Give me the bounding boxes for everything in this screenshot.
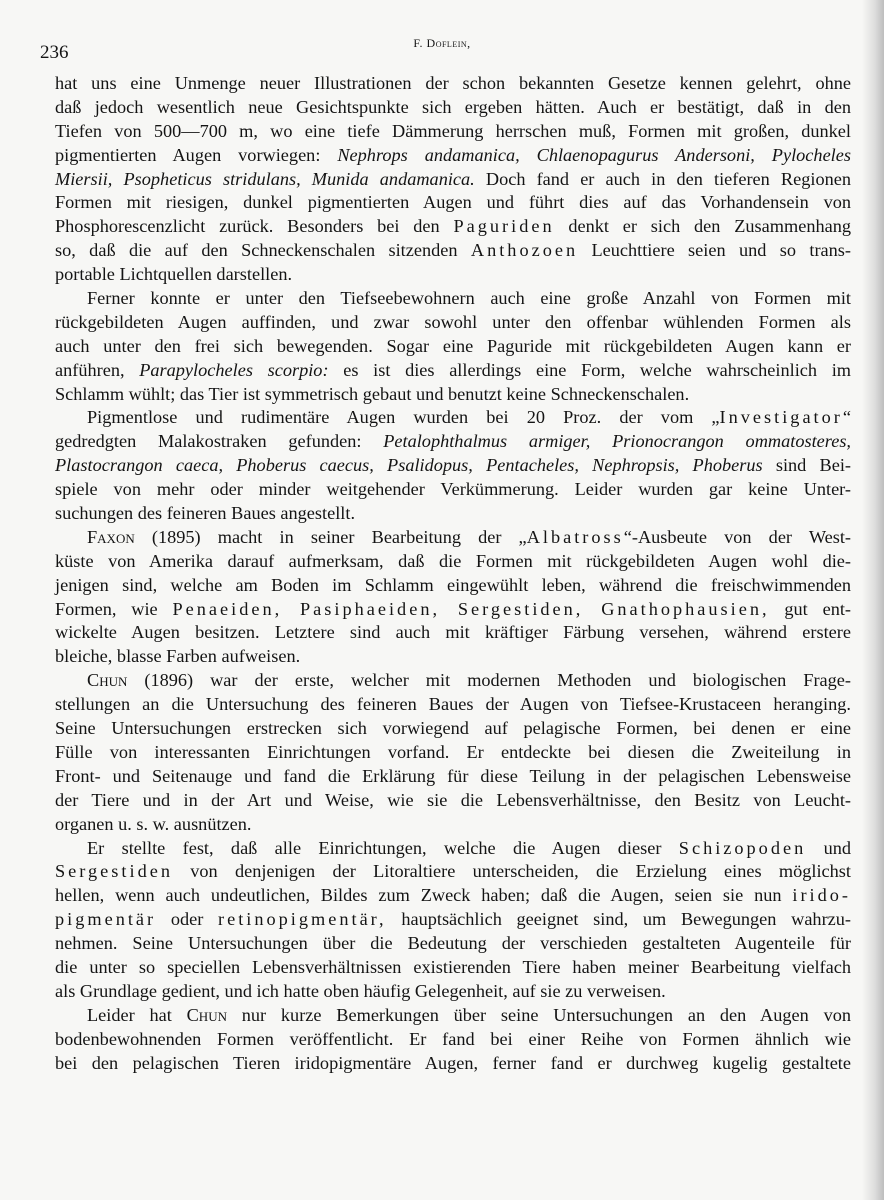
running-head-text: F. Doflein, (413, 36, 471, 50)
text-line (55, 454, 851, 478)
text-span: auch unter den frei sich bewegenden. Sogar eine Paguride mit rückgebildeten Augen kann er (55, 335, 851, 356)
text-span: hauptsächlich geeignet sind, um Bewegungen wahrzu- (386, 909, 851, 930)
text-line (55, 311, 851, 335)
text-span: (1895) macht in seiner Bearbeitung der „ (134, 526, 527, 547)
text-span: und (806, 837, 851, 858)
text-span: organen u. s. w. ausnützen. (55, 813, 252, 834)
text-span: Er stellte fest, daß alle Einrichtungen, welche die Augen dieser (87, 837, 679, 858)
text-span: oder (156, 909, 219, 930)
text-line (55, 335, 851, 359)
text-span: (1896) war der erste, welcher mit modernen Methoden und biologischen Frage- (127, 670, 851, 691)
paragraph (55, 837, 851, 1004)
text-line (55, 645, 851, 669)
italic-text: Petalophthalmus armiger, Prionocrangon ommatosteres, (383, 431, 851, 452)
text-line (55, 884, 851, 908)
text-span: küste von Amerika darauf aufmerksam, daß die Formen mit rückgebildeten Augen wohl die- (55, 550, 851, 571)
text-span: Formen, wie (55, 598, 173, 619)
text-line (55, 191, 851, 215)
spaced-text: Schizopoden (678, 837, 807, 858)
text-span: Tiefen von 500—700 m, wo eine tiefe Dämmerung herrschen muß, Formen mit großen, dunkel (55, 120, 851, 141)
spaced-text: retinopigmentär, (218, 909, 387, 930)
text-line (55, 359, 851, 383)
spaced-text: Investigator (719, 407, 843, 428)
text-span: bleiche, blasse Farben aufweisen. (55, 646, 301, 667)
italic-text: Parapylocheles scorpio: (139, 359, 329, 380)
text-span: wickelte Augen besitzen. Letztere sind auch mit kräftiger Färbung versehen, während erstere (55, 622, 851, 643)
text-line (55, 598, 851, 622)
author-name: Faxon (87, 526, 135, 547)
spaced-text: Sergestiden (55, 861, 173, 882)
text-line (55, 717, 851, 741)
text-span: stellungen an die Untersuchung des feineren Baues der Augen von Tiefsee-Krustaceen heranging. (55, 694, 851, 715)
paragraph (55, 526, 851, 669)
scan-page-edge (862, 0, 884, 1200)
text-line (55, 478, 851, 502)
body-text (55, 72, 851, 1075)
text-span: Leuchttiere seien und so trans- (578, 240, 851, 261)
text-line (55, 956, 851, 980)
text-span: nur kurze Bemerkungen über seine Untersuchungen an den Augen von (226, 1004, 851, 1025)
text-span: Ferner konnte er unter den Tiefseebewohnern auch eine große Anzahl von Formen mit (87, 288, 851, 309)
text-span: der Tiere und in der Art und Weise, wie sie die Lebensverhältnisse, den Besitz von Leucht- (55, 789, 851, 810)
spaced-text: pigmentär (55, 909, 157, 930)
text-span: nehmen. Seine Untersuchungen über die Bedeutung der verschieden gestalteten Augenteile für (55, 933, 851, 954)
text-line (55, 574, 851, 598)
text-line (55, 215, 851, 239)
text-span: daß jedoch wesentlich neue Gesichtspunkte sich ergeben hätten. Auch er bestätigt, daß in den (55, 96, 851, 117)
text-span: bei den pelagischen Tieren iridopigmentäre Augen, ferner fand er durchweg kugelig gestaltete (55, 1052, 851, 1073)
text-line (55, 837, 851, 861)
text-span: anführen, (55, 359, 140, 380)
text-line (55, 120, 851, 144)
text-span: pigmentierten Augen vorwiegen: (55, 144, 338, 165)
text-span: hat uns eine Unmenge neuer Illustrationen der schon bekannten Gesetze kennen gelehrt, ohne (55, 73, 851, 93)
paragraph (55, 287, 851, 406)
text-span: “-Ausbeute von der West- (623, 526, 852, 547)
text-span: hellen, wenn auch undeutlichen, Bildes zum Zweck haben; daß die Augen, seien sie nun (55, 885, 793, 906)
text-line (55, 789, 851, 813)
text-line (55, 287, 851, 311)
text-span: spiele von mehr oder minder weitgehender Verkümmerung. Leider wurden gar keine Unter- (55, 479, 851, 500)
text-span: gedredgten Malakostraken gefunden: (55, 431, 384, 452)
running-head (0, 36, 884, 51)
text-line (55, 1028, 851, 1052)
text-line (55, 860, 851, 884)
italic-text: Nephrops andamanica, Chlaenopagurus Andersoni, Pylocheles (337, 144, 851, 165)
text-line (55, 72, 851, 96)
paragraph (55, 406, 851, 525)
spaced-text: Albatross (526, 526, 624, 547)
author-name: Chun (186, 1004, 227, 1025)
paragraph (55, 1004, 851, 1076)
text-span: rückgebildeten Augen auffinden, und zwar sowohl unter den offenbar wühlenden Formen als (55, 311, 851, 332)
text-span: sind Bei- (762, 455, 851, 476)
text-span: gut ent- (769, 598, 851, 619)
text-line (55, 239, 851, 263)
text-span: Seine Untersuchungen erstrecken sich vorwiegend auf pelagische Formen, bei denen er eine (55, 718, 851, 739)
text-line (55, 765, 851, 789)
text-span: Fülle von interessanten Einrichtungen vorfand. Er entdeckte bei diesen die Zweiteilung in (55, 741, 851, 762)
text-line (55, 430, 851, 454)
paragraph (55, 72, 851, 287)
spaced-text: Penaeiden, Pasiphaeiden, Sergestiden, Gnathophausien, (172, 598, 770, 619)
text-span: suchungen des feineren Baues angestellt. (55, 503, 356, 524)
text-span: “ (842, 407, 851, 428)
text-line (55, 526, 851, 550)
text-span: Doch fand er auch in den tieferen Regionen (474, 168, 851, 189)
text-span: Formen mit riesigen, dunkel pigmentierten Augen und führt dies auf das Vorhandensein von (55, 192, 851, 213)
text-span: als Grundlage gedient, und ich hatte oben häufig Gelegenheit, auf sie zu verweisen. (55, 980, 666, 1001)
text-span: jenigen sind, welche am Boden im Schlamm eingewühlt leben, während die freischwimmenden (55, 574, 851, 595)
text-span: portable Lichtquellen darstellen. (55, 264, 293, 285)
text-line (55, 980, 851, 1004)
text-line (55, 621, 851, 645)
spaced-text: Anthozoen (470, 240, 579, 261)
spaced-text: Paguriden (453, 216, 555, 237)
text-line (55, 550, 851, 574)
text-span: so, daß die auf den Schneckenschalen sitzenden (55, 240, 471, 261)
spaced-text: irido- (792, 885, 851, 906)
text-line (55, 741, 851, 765)
text-line (55, 693, 851, 717)
text-line (55, 932, 851, 956)
text-line (55, 1004, 851, 1028)
text-span: von denjenigen der Litoraltiere unterscheiden, die Erzielung eines möglichst (172, 861, 851, 882)
text-line (55, 502, 851, 526)
text-line (55, 908, 851, 932)
text-line (55, 263, 851, 287)
text-line (55, 144, 851, 168)
italic-text: Miersii, Psopheticus stridulans, Munida andamanica. (55, 168, 475, 189)
text-line (55, 669, 851, 693)
text-span: die unter so speciellen Lebensverhältnissen existierenden Tiere haben meiner Bearbeitung vielfach (55, 956, 851, 977)
text-span: Schlamm wühlt; das Tier ist symmetrisch gebaut und benutzt keine Schneckenschalen. (55, 383, 690, 404)
text-span: es ist dies allerdings eine Form, welche wahrscheinlich im (328, 359, 852, 380)
text-span: Pigmentlose und rudimentäre Augen wurden bei 20 Proz. der vom „ (87, 407, 720, 428)
italic-text: Plastocrangon caeca, Phoberus caecus, Psalidopus, Pentacheles, Nephropsis, Phoberus (55, 455, 763, 476)
text-span: denkt er sich den Zusammenhang (554, 216, 852, 237)
page-number: 236 (40, 42, 69, 63)
text-line (55, 1052, 851, 1076)
text-line (55, 813, 851, 837)
text-span: Leider hat (87, 1004, 187, 1025)
text-span: Front- und Seitenauge und fand die Erklärung für diese Teilung in der pelagischen Lebensweise (55, 765, 851, 786)
text-line (55, 168, 851, 192)
text-line (55, 406, 851, 430)
text-span: bodenbewohnenden Formen veröffentlicht. Er fand bei einer Reihe von Formen ähnlich wie (55, 1028, 851, 1049)
text-span: Phosphorescenzlicht zurück. Besonders bei den (55, 216, 454, 237)
paragraph (55, 669, 851, 836)
text-line (55, 96, 851, 120)
author-name: Chun (87, 670, 128, 691)
text-line (55, 383, 851, 407)
